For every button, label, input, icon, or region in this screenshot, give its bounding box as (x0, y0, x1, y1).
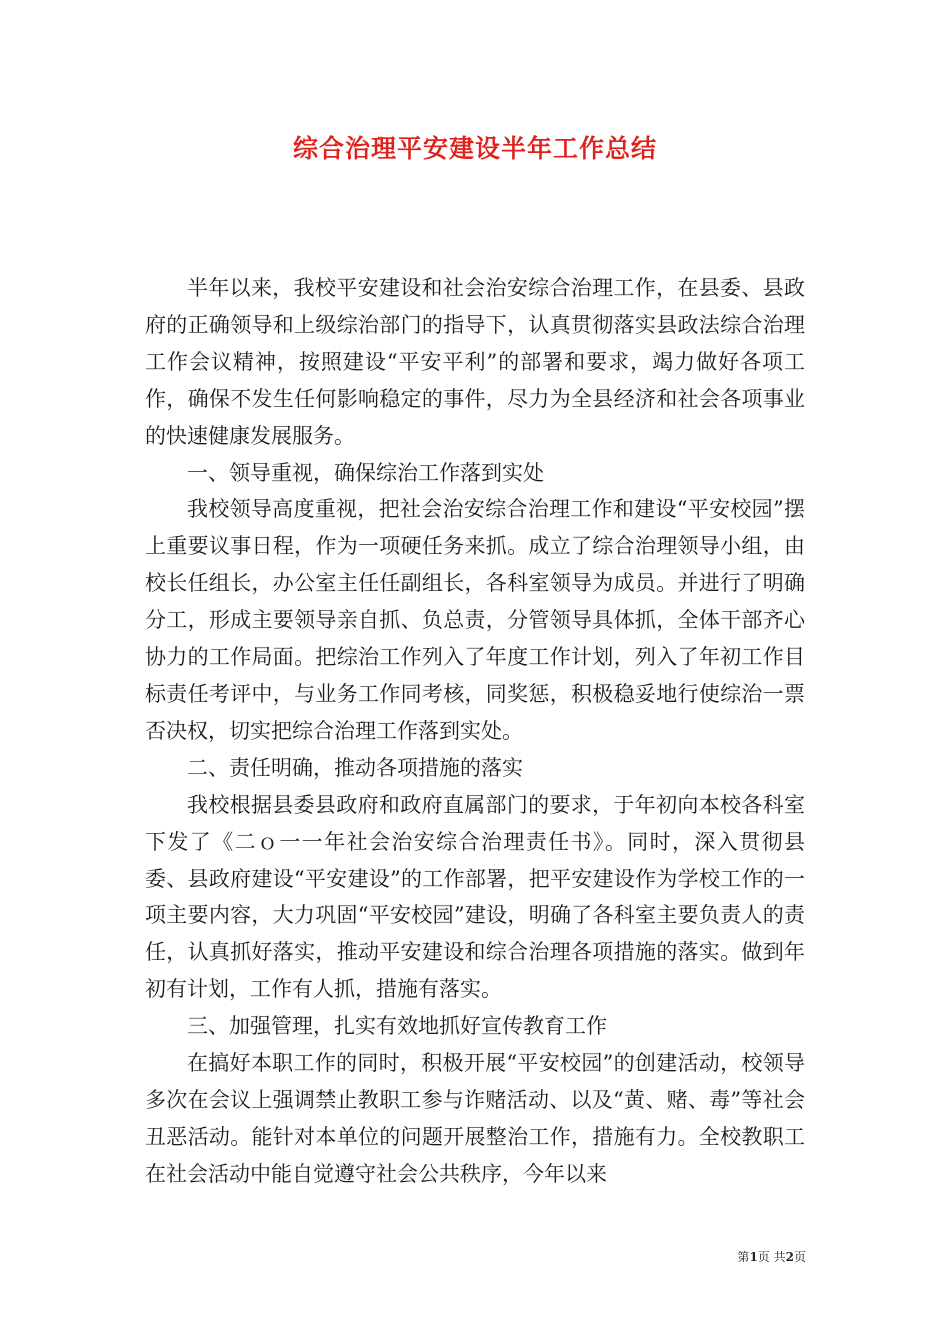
section-paragraph-3: 在搞好本职工作的同时，积极开展“平安校园”的创建活动，校领导多次在会议上强调禁止教职工参与诈赌活动、以及“黄、赌、毒”等社会丑恶活动。能针对本单位的问题开展整治工作，措施有力。全校教职工在社会活动中能自觉遵守社会公共秩序，今年以来 (145, 1051, 805, 1186)
intro-paragraph: 半年以来，我校平安建设和社会治安综合治理工作，在县委、县政府的正确领导和上级综治部门的指导下，认真贯彻落实县政法综合治理工作会议精神，按照建设“平安平利”的部署和要求，竭力做好各项工作，确保不发生任何影响稳定的事件，尽力为全县经济和社会各项事业的快速健康发展服务。 (145, 276, 805, 448)
document-title: 综合治理平安建设半年工作总结 (292, 134, 657, 163)
footer-middle: 页 共 (757, 1250, 786, 1264)
current-page-number: 1 (749, 1250, 758, 1264)
section-heading-2: 二、责任明确，推动各项措施的落实 (187, 755, 523, 780)
section-heading-1: 一、领导重视，确保综治工作落到实处 (187, 460, 544, 485)
document-body (145, 270, 805, 1193)
section-paragraph-2: 我校根据县委县政府和政府直属部门的要求，于年初向本校各科室下发了《二ｏ一一年社会治安综合治理责任书》。同时，深入贯彻县委、县政府建设“平安建设”的工作部署，把平安建设作为学校工作的一项主要内容，大力巩固“平安校园”建设，明确了各科室主要负责人的责任，认真抓好落实，推动平安建设和综合治理各项措施的落实。做到年初有计划，工作有人抓，措施有落实。 (145, 792, 805, 1002)
page-number-footer (0, 1249, 806, 1265)
section-heading-3: 三、加强管理，扎实有效地抓好宣传教育工作 (187, 1014, 607, 1039)
footer-prefix: 第 (737, 1250, 750, 1264)
section-paragraph-1: 我校领导高度重视，把社会治安综合治理工作和建设“平安校园”摆上重要议事日程，作为一项硬任务来抓。成立了综合治理领导小组，由校长任组长，办公室主任任副组长，各科室领导为成员。并进行了明确分工，形成主要领导亲自抓、负总责，分管领导具体抓，全体干部齐心协力的工作局面。把综治工作列入了年度工作计划，列入了年初工作目标责任考评中，与业务工作同考核，同奖惩，积极稳妥地行使综治一票否决权，切实把综合治理工作落到实处。 (145, 497, 805, 743)
total-pages-number: 2 (785, 1250, 794, 1264)
footer-suffix: 页 (793, 1250, 806, 1264)
